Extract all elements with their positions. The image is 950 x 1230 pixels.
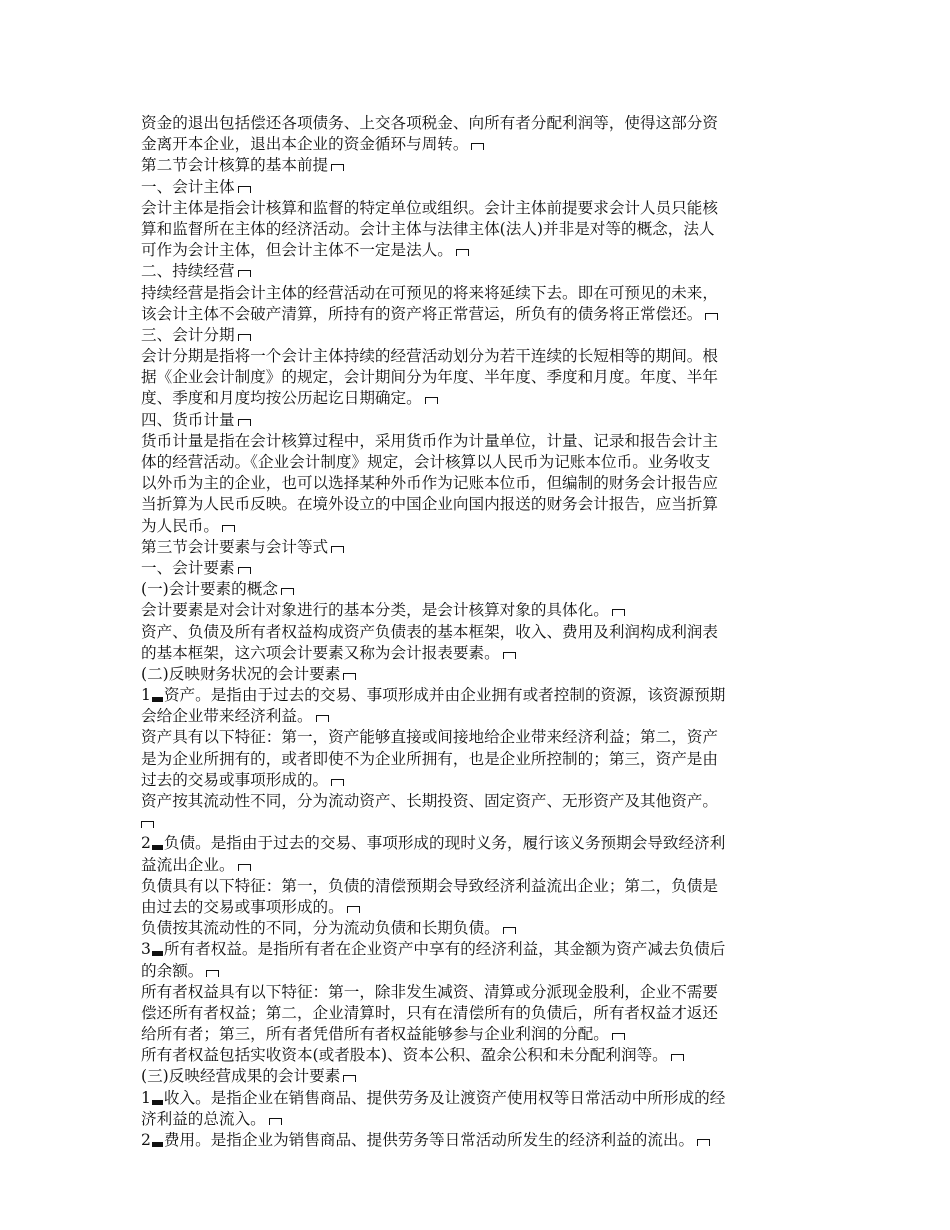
bullet-icon (152, 697, 163, 702)
subsection-heading: 一、会计主体 (141, 177, 813, 198)
paragraph-mark-icon (471, 143, 484, 150)
text-line: 负债按其流动性的不同，分为流动负债和长期负债。 (141, 918, 813, 939)
paragraph-mark-icon (347, 906, 360, 913)
paragraph-mark-icon (238, 864, 251, 871)
text-line: 1 收入。是指企业在销售商品、提供劳务及让渡资产使用权等日常活动中所形成的经 (141, 1088, 726, 1107)
text-line: 可作为会计主体，但会计主体不一定是法人。 (141, 240, 813, 261)
text-line: 益流出企业。 (141, 855, 813, 876)
text-line: 过去的交易或事项形成的。 (141, 770, 813, 791)
bullet-icon (152, 951, 163, 956)
text-line: 持续经营是指会计主体的经营活动在可预见的将来将延续下去。即在可预见的未来， (141, 283, 718, 302)
document-page (141, 113, 813, 1151)
text-line: 算和监督所在主体的经济活动。会计主体与法律主体(法人)并非是对等的概念，法人 (141, 219, 715, 238)
text-line: 货币计量是指在会计核算过程中，采用货币作为计量单位，计量、记录和报告会计主 (141, 431, 718, 450)
paragraph-mark-icon (671, 1054, 684, 1061)
text-line: 会计分期是指将一个会计主体持续的经营活动划分为若干连续的长短相等的期间。根 (141, 347, 718, 366)
paragraph-mark-icon (238, 186, 251, 193)
text-line: 偿还所有者权益；第二，企业清算时，只有在清偿所有的负债后，所有者权益才返还 (141, 1003, 718, 1022)
paragraph-mark-icon (343, 1075, 356, 1082)
section-heading: 第二节会计核算的基本前提 (141, 155, 813, 176)
subsection-heading: (三)反映经营成果的会计要素 (141, 1066, 813, 1087)
text-line: 金离开本企业，退出本企业的资金循环与周转。 (141, 134, 813, 155)
text-line: 所有者权益具有以下特征：第一，除非发生减资、清算或分派现金股利，企业不需要 (141, 982, 718, 1001)
paragraph-mark-icon (269, 1118, 282, 1125)
paragraph-mark-icon (425, 397, 438, 404)
paragraph-mark-icon (331, 546, 344, 553)
text-line: 3 所有者权益。是指所有者在企业资产中享有的经济利益，其金额为资产减去负债后 (141, 940, 726, 959)
paragraph-mark-icon (222, 525, 235, 532)
text-line: 会计要素是对会计对象进行的基本分类，是会计核算对象的具体化。 (141, 600, 813, 621)
subsection-heading: 四、货币计量 (141, 410, 813, 431)
bullet-icon (152, 1100, 163, 1105)
paragraph-mark-icon (705, 313, 718, 320)
text-line: 该会计主体不会破产清算，所持有的资产将正常营运，所负有的债务将正常偿还。 (141, 304, 813, 325)
text-line: 的余额。 (141, 961, 813, 982)
subsection-heading: 一、会计要素 (141, 558, 813, 579)
paragraph-mark-icon (316, 715, 329, 722)
paragraph-mark-icon (238, 567, 251, 574)
paragraph-mark-icon (343, 673, 356, 680)
paragraph-mark-icon (612, 609, 625, 616)
paragraph-mark-icon (331, 779, 344, 786)
text-line: 当折算为人民币反映。在境外设立的中国企业向国内报送的财务会计报告，应当折算 (141, 495, 718, 514)
text-line: 给所有者；第三，所有者凭借所有者权益能够参与企业利润的分配。 (141, 1024, 813, 1045)
text-line: 2 费用。是指企业为销售商品、提供劳务等日常活动所发生的经济利益的流出。 (141, 1130, 813, 1151)
subsection-heading: 三、会计分期 (141, 325, 813, 346)
subsection-heading: (一)会计要素的概念 (141, 579, 813, 600)
paragraph-mark-icon (141, 821, 154, 828)
subsection-heading: (二)反映财务状况的会计要素 (141, 664, 813, 685)
text-line: 资产、负债及所有者权益构成资产负债表的基本框架，收入、费用及利润构成利润表 (141, 622, 718, 641)
paragraph-mark-icon (238, 270, 251, 277)
text-line: 据《企业会计制度》的规定，会计期间分为年度、半年度、季度和月度。年度、半年 (141, 368, 718, 387)
text-line: 所有者权益包括实收资本(或者股本)、资本公积、盈余公积和未分配利润等。 (141, 1045, 813, 1066)
paragraph-mark-icon (503, 652, 516, 659)
text-line: 1 资产。是指由于过去的交易、事项形成并由企业拥有或者控制的资源，该资源预期 (141, 686, 726, 705)
paragraph-mark-icon (612, 1033, 625, 1040)
text-line: 资产按其流动性不同，分为流动资产、长期投资、固定资产、无形资产及其他资产。 (141, 792, 718, 810)
text-line: 由过去的交易或事项形成的。 (141, 897, 813, 918)
text-line: 资产具有以下特征：第一，资产能够直接或间接地给企业带来经济利益；第二，资产 (141, 728, 718, 747)
paragraph-mark-icon (238, 419, 251, 426)
paragraph-mark-icon (456, 249, 469, 256)
paragraph-mark-icon (281, 588, 294, 595)
paragraph-mark-icon (697, 1139, 710, 1146)
text-line: 为人民币。 (141, 516, 813, 537)
text-line: 济利益的总流入。 (141, 1109, 813, 1130)
text-line: 负债具有以下特征：第一，负债的清偿预期会导致经济利益流出企业；第二，负债是 (141, 876, 718, 895)
paragraph-mark-icon (238, 334, 251, 341)
paragraph-mark-icon (331, 164, 344, 171)
text-line: 体的经营活动。《企业会计制度》规定，会计核算以人民币为记账本位币。业务收支 (141, 453, 711, 471)
bullet-icon (152, 1142, 163, 1147)
text-line: 的基本框架，这六项会计要素又称为会计报表要素。 (141, 643, 813, 664)
text-line: 会给企业带来经济利益。 (141, 706, 813, 727)
paragraph-mark-icon (503, 927, 516, 934)
text-line: 2 负债。是指由于过去的交易、事项形成的现时义务，履行该义务预期会导致经济利 (141, 834, 726, 853)
text-line: 资金的退出包括偿还各项债务、上交各项税金、向所有者分配利润等，使得这部分资 (141, 114, 718, 132)
text-line (141, 812, 813, 833)
text-line: 度、季度和月度均按公历起讫日期确定。 (141, 388, 813, 409)
text-line: 是为企业所拥有的，或者即使不为企业所拥有，也是企业所控制的；第三，资产是由 (141, 749, 718, 768)
text-line: 以外币为主的企业，也可以选择某种外币作为记账本位币，但编制的财务会计报告应 (141, 474, 718, 493)
text-line: 会计主体是指会计核算和监督的特定单位或组织。会计主体前提要求会计人员只能核 (141, 198, 718, 217)
subsection-heading: 二、持续经营 (141, 261, 813, 282)
bullet-icon (152, 845, 163, 850)
section-heading: 第三节会计要素与会计等式 (141, 537, 813, 558)
paragraph-mark-icon (206, 970, 219, 977)
